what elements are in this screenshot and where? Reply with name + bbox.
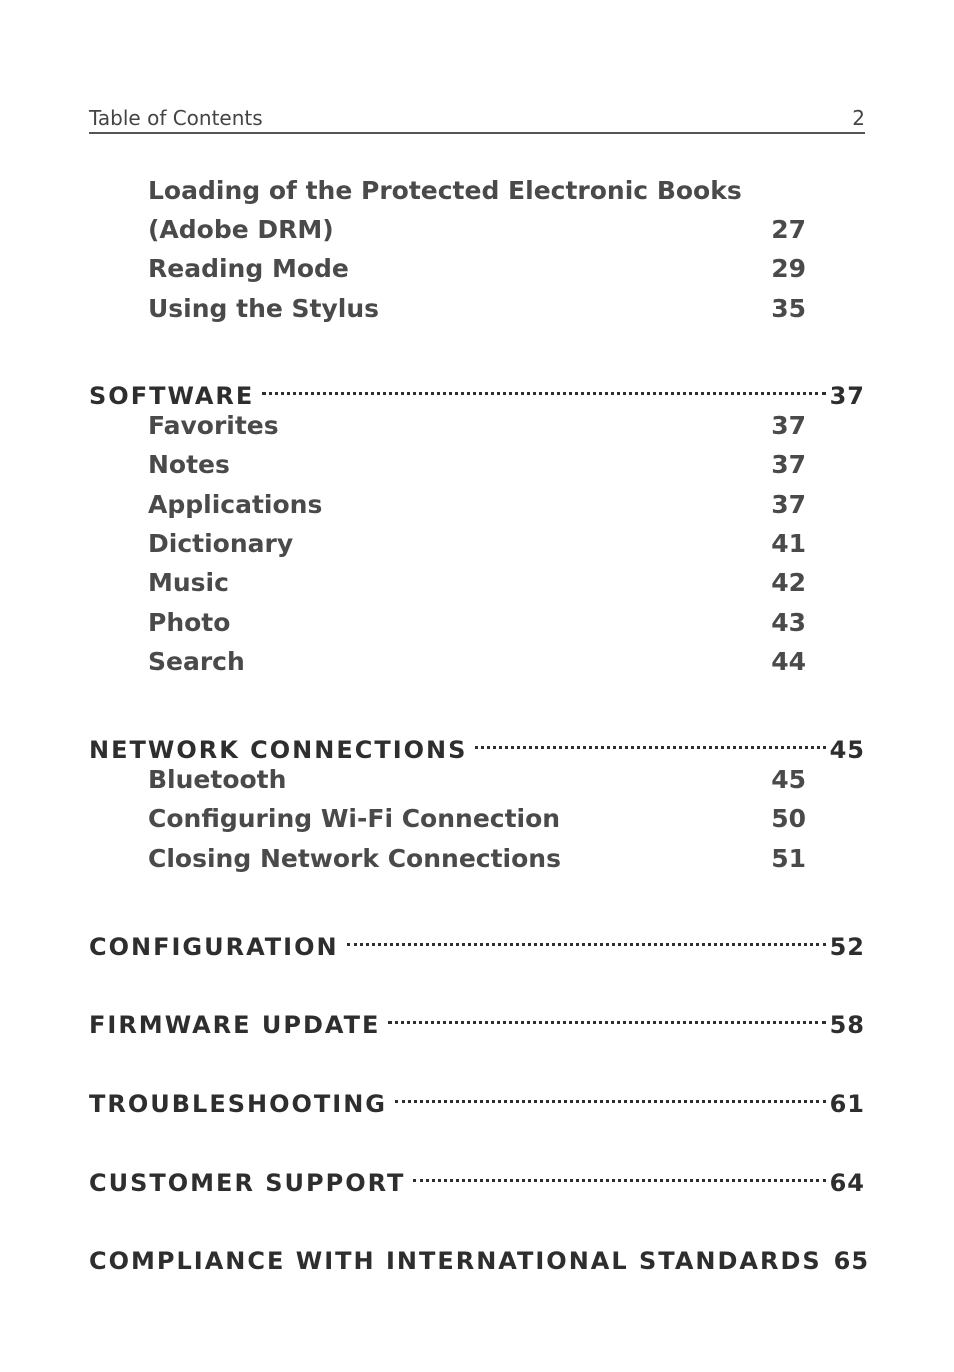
toc-subentry-notes[interactable] bbox=[148, 447, 806, 483]
toc-section-label: COMPLIANCE WITH INTERNATIONAL STANDARDS bbox=[89, 1247, 822, 1275]
toc-subentry-bluetooth[interactable] bbox=[148, 762, 806, 798]
toc-section-page: 37 bbox=[829, 382, 865, 410]
toc-subentry-loading-protected-books[interactable] bbox=[148, 173, 806, 209]
toc-section-page: 45 bbox=[829, 736, 865, 764]
toc-section-page: 64 bbox=[829, 1169, 865, 1197]
dot-leader bbox=[413, 1155, 825, 1191]
toc-entry-label: Photo bbox=[148, 608, 231, 637]
toc-subentry-using-stylus[interactable] bbox=[148, 291, 806, 327]
dot-leader bbox=[262, 368, 825, 404]
toc-entry-label: Dictionary bbox=[148, 529, 294, 558]
toc-entry-label: Configuring Wi-Fi Connection bbox=[148, 804, 561, 833]
toc-section-page: 52 bbox=[829, 933, 865, 961]
toc-subentry-adobe-drm[interactable] bbox=[148, 212, 806, 248]
toc-entry-label: Reading Mode bbox=[148, 254, 349, 283]
page-header bbox=[89, 104, 865, 134]
toc-subentry-reading-mode[interactable] bbox=[148, 251, 806, 287]
header-title: Table of Contents bbox=[89, 106, 263, 130]
toc-entry-label: Loading of the Protected Electronic Books bbox=[148, 176, 742, 205]
toc-entry-label: Favorites bbox=[148, 411, 279, 440]
toc-subentry-dictionary[interactable] bbox=[148, 526, 806, 562]
toc-subentry-search[interactable] bbox=[148, 644, 806, 680]
toc-entry-page: 29 bbox=[771, 254, 806, 283]
toc-entry-label: Music bbox=[148, 568, 229, 597]
toc-section-customer-support[interactable] bbox=[89, 1155, 865, 1197]
toc-section-troubleshooting[interactable] bbox=[89, 1076, 865, 1118]
toc-entry-page: 43 bbox=[771, 608, 806, 637]
toc-section-compliance[interactable] bbox=[89, 1233, 870, 1275]
toc-entry-page: 42 bbox=[771, 568, 806, 597]
toc-section-configuration[interactable] bbox=[89, 919, 865, 961]
toc-section-software[interactable] bbox=[89, 368, 865, 410]
toc-subentry-music[interactable] bbox=[148, 565, 806, 601]
toc-entry-page: 44 bbox=[771, 647, 806, 676]
toc-entry-page: 45 bbox=[771, 765, 806, 794]
toc-section-page: 61 bbox=[829, 1090, 865, 1118]
toc-section-firmware-update[interactable] bbox=[89, 997, 865, 1039]
toc-subentry-closing-network[interactable] bbox=[148, 841, 806, 877]
toc-section-label: NETWORK CONNECTIONS bbox=[89, 736, 468, 764]
toc-entry-page: 35 bbox=[771, 294, 806, 323]
toc-section-label: CONFIGURATION bbox=[89, 933, 339, 961]
toc-entry-page: 37 bbox=[771, 450, 806, 479]
toc-entry-page: 41 bbox=[771, 529, 806, 558]
toc-entry-label: Applications bbox=[148, 490, 323, 519]
toc-section-network-connections[interactable] bbox=[89, 722, 865, 764]
toc-section-label: TROUBLESHOOTING bbox=[89, 1090, 387, 1118]
toc-section-label: SOFTWARE bbox=[89, 382, 255, 410]
toc-subentry-favorites[interactable] bbox=[148, 408, 806, 444]
toc-entry-page: 27 bbox=[771, 215, 806, 244]
toc-entry-page: 51 bbox=[771, 844, 806, 873]
toc-section-label: FIRMWARE UPDATE bbox=[89, 1011, 381, 1039]
toc-entry-label: Search bbox=[148, 647, 245, 676]
toc-subentry-applications[interactable] bbox=[148, 487, 806, 523]
toc-entry-page: 50 bbox=[771, 804, 806, 833]
toc-entry-label: Notes bbox=[148, 450, 230, 479]
toc-subentry-configuring-wifi[interactable] bbox=[148, 801, 806, 837]
toc-entry-page: 37 bbox=[771, 490, 806, 519]
toc-entry-label: Closing Network Connections bbox=[148, 844, 561, 873]
toc-entry-page: 37 bbox=[771, 411, 806, 440]
toc-section-label: CUSTOMER SUPPORT bbox=[89, 1169, 406, 1197]
dot-leader bbox=[388, 997, 825, 1033]
toc-section-page: 58 bbox=[829, 1011, 865, 1039]
toc-section-page: 65 bbox=[833, 1247, 870, 1275]
dot-leader bbox=[347, 919, 826, 955]
toc-entry-label: Using the Stylus bbox=[148, 294, 380, 323]
toc-entry-label: (Adobe DRM) bbox=[148, 215, 334, 244]
toc-entry-label: Bluetooth bbox=[148, 765, 287, 794]
header-page-number: 2 bbox=[852, 106, 865, 130]
dot-leader bbox=[395, 1076, 826, 1112]
toc-subentry-photo[interactable] bbox=[148, 605, 806, 641]
dot-leader bbox=[475, 722, 825, 758]
